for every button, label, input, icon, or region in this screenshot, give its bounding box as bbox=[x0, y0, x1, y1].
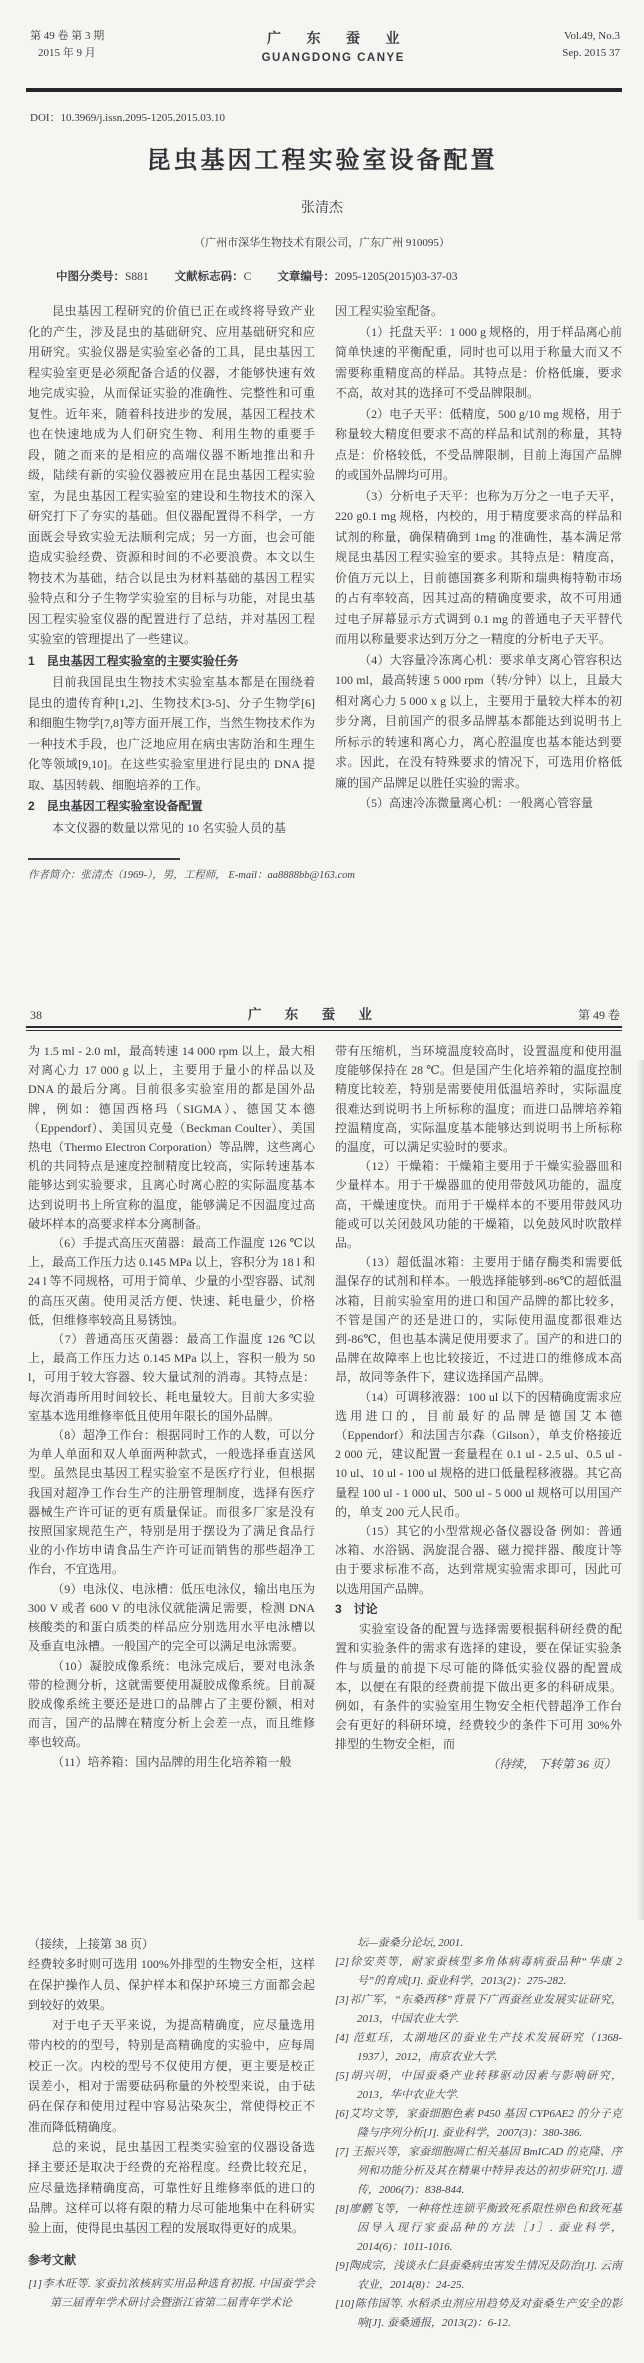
scan-edge-shadow bbox=[637, 1060, 644, 1920]
paragraph-discussion: 实验室设备的配置与选择需要根据科研经费的配置和实验条件的需求有选择的建设，要在保证实验条件与质量的前提下尽可能的降低实验仪器的配置成本，以便在有限的经费前提下做出更多的科研成果。例如，有条件的实验室用生物安全柜代替超净工作台会有更好的科研环境，经费较少的条件下可用 30%外排型的生物安全柜，而 bbox=[335, 1622, 622, 1752]
equipment-item-11-continuation: 带有压缩机，当环境温度较高时，设置温度和使用温度能够保持在 28 ℃。但是国产生化培养箱的温度控制精度比较差，特别是需要使用低温培养时，实际温度很难达到说明书上所标称的温度；而进口品牌培养箱控温精度高，实际温度基本能够达到说明书上所标称的温度，可以满足实验时的要求。 bbox=[335, 1044, 622, 1155]
header-left-block bbox=[30, 28, 104, 62]
header-center-block bbox=[256, 28, 411, 64]
equipment-item-10: （10）凝胶成像系统：电泳完成后，要对电泳条带的检测分析，这就需要使用凝胶成像系统。目前凝胶成像系统主要还是进口的品牌占了主要份额，相对而言，国产的品牌在精度分析上会差一点，而且维修率也较高。 bbox=[28, 1658, 315, 1750]
footnote-rule bbox=[28, 858, 180, 860]
section-heading-2: 2 昆虫基因工程实验室设备配置 bbox=[28, 799, 203, 813]
paragraph-intro: 昆虫基因工程研究的价值已正在或终将导致产业化的产生，涉及昆虫的基础研究、应用基础研究和应用研究。实验仪器是实验室必备的工具，昆虫基因工程实验室更是必须配备合适的仪器，才能够快速有效地完成实验，从而保证实验的准确性、完整性和可重复性。近年来，随着科技进步的发展，基因工程技术也在快速地成为人们研究生物、利用生物的重要手段，随之而来的是相应的高端仪器不断地推出和升级，陆续有新的实验仪器被应用在昆虫基因工程实验室，为昆虫基因工程实验室的建设和生物技术的深入研究打下了夯实的基础。但仪器配置得不科学，一方面既会导致实验无法顺利完成；另一方面，也会可能造成实验经费、资源和时间的不必要浪费。本文以生物技术为基础，结合以昆虫为材料基础的基因工程实验特点和分子生物学实验室的目标与功能，对昆虫基因工程实验室仪器的配置进行了总结，并对基因工程实验室的管理提出了一些建议。 bbox=[28, 304, 315, 646]
article-title: 昆虫基因工程实验室设备配置 bbox=[146, 147, 498, 174]
equipment-item-1: （1）托盘天平：1 000 g 规格的，用于样品离心前简单快速的平衡配重，同时也可以用于称量大而又不需要称重精度高的样品。其特点是：价格低廉，要求不高，故对其的选择可不受品牌限制。 bbox=[335, 324, 622, 400]
reference-item-4: [4] 范虹珏，太湖地区的蚕业生产技术发展研究（1368-1937），2012，南京农业大学. bbox=[335, 2032, 622, 2063]
reference-item-5: [5]胡兴明，中国蚕桑产业转移驱动因素与影响研究，2013，华中农业大学. bbox=[335, 2070, 622, 2101]
reference-item-6: [6]艾均文等，家蚕细胞色素 P450 基因 CYP6AE2 的分子克隆与序列分析[J]. 蚕业科学，2007(3)：380-386. bbox=[335, 2108, 622, 2139]
reference-item-7: [7] 王振兴等，家蚕细胞凋亡相关基因 BmICAD 的克隆、序列和功能分析及其在精巢中特异表达的初步研究[J]. 遗传，2006(7)：838-844. bbox=[335, 2146, 622, 2196]
volume-issue-en: Vol.49, No.3 bbox=[563, 30, 620, 42]
equipment-item-4: （4）大容量冷冻离心机：要求单支离心管容积达 100 ml，最高转速 5 000 rpm（转/分钟）以上，且最大相对离心力 5 000 x g 以上，主要用于量较大样本的初步分离，目前国产的很多品牌基本都能达到说明书上所标示的转速和离心力，离心腔温度也基本能达到要求。因此，在没有特殊要求的情况下，可选用价格低廉的国产品牌足以胜任实验的需求。 bbox=[335, 652, 622, 790]
article-id-value: 2095-1205(2015)03-37-03 bbox=[334, 271, 458, 283]
author-footnote bbox=[28, 858, 622, 882]
page36-fragment bbox=[28, 1934, 622, 2333]
article-id-label: 文章编号： bbox=[277, 271, 335, 283]
paragraph-balance-calibration: 对于电子天平来说，为提高精确度，应尽量选用带内校的的型号，特别是高精确度的实验中，应每周校正一次。内校的型号不仅使用方便，更主要是校正误差小，相对于需要砝码称量的外校型来说，由于砝码在保存和使用过程中容易沾染灰尘，常使得校正不准而降低精确度。 bbox=[28, 2018, 315, 2134]
doi-line: DOI：10.3969/j.issn.2095-1205.2015.03.10 bbox=[30, 112, 225, 124]
clc-value: S881 bbox=[125, 271, 149, 283]
section-heading-3: 3 讨论 bbox=[335, 1601, 378, 1616]
paragraph-section2-start: 本文仪器的数量以常见的 10 名实验人员的基 bbox=[52, 820, 287, 835]
equipment-item-13: （13）超低温冰箱：主要用于储存酶类和需要低温保存的试剂和样本。一般选择能够到-86℃的超低温冰箱，目前实验室用的进口和国产品牌的都比较多，不管是国产的还是进口的，实际使用温度都很难达到-86℃，但也基本满足使用要求了。国产的和进口的品牌在故障率上也比较接近，不过进口的维修成本高昂，故同等条件下，建议选择国产品牌。 bbox=[335, 1255, 622, 1385]
paragraph-section1: 目前我国昆虫生物技术实验室基本都是在围绕着昆虫的遗传育种[1,2]、生物技术[3-5]、分子生物学[6]和细胞生物学[7,8]等方面开展工作，当然生物技术作为一种技术手段，也广泛地应用在病虫害防治和生理生化等领域[9,10]。在这些实验室里进行昆虫的 DNA 提取、基因转载、细胞培养的工作。 bbox=[28, 675, 315, 792]
section-heading-1: 1 昆虫基因工程实验室的主要实验任务 bbox=[28, 653, 239, 668]
journal-title-cn-p38: 广 东 蚕 业 bbox=[247, 1007, 383, 1022]
equipment-item-11: （11）培养箱：国内品牌的用生化培养箱一般 bbox=[52, 1754, 292, 1769]
journal-header-p38 bbox=[30, 1003, 620, 1023]
volume-cn-p38: 第 49 卷 bbox=[577, 1008, 620, 1022]
header-rule-double bbox=[26, 1026, 622, 1031]
paragraph-continuation: 因工程实验室配备。 bbox=[335, 304, 444, 318]
page36-left-column bbox=[28, 1934, 315, 2333]
article-id-field bbox=[277, 268, 457, 284]
page37-left-column bbox=[28, 301, 315, 838]
header-right-block bbox=[562, 28, 620, 62]
reference-item-1-continuation: 坛—蚕桑分论坛, 2001. bbox=[357, 1937, 464, 1949]
reference-item-8: [8]廖鹏飞等，一种将性连锁平衡致死系限性卵色和致死基因导入现行家蚕品种的方法［J］. 蚕业科学，2014(6)：1011-1016. bbox=[335, 2203, 622, 2253]
footnote-text: 作者简介：张清杰（1969-），男，工程师， E-mail：aa8888bb@163.com bbox=[28, 869, 355, 881]
reference-item-2: [2]徐安英等，耐家蚕核型多角体病毒病蚕品种“华康 2 号”的育成[J]. 蚕业科学，2013(2)：275-282. bbox=[335, 1956, 622, 1987]
reference-item-1: [1]李木旺等. 家蚕抗浓核病实用品种选育初报. 中国蚕学会第三届青年学术研讨会暨浙江省第二届青年学术论 bbox=[28, 2277, 315, 2309]
journal-header-p37 bbox=[30, 28, 620, 64]
equipment-item-2: （2）电子天平：低精度，500 g/10 mg 规格，用于称量较大精度但要求不高的样品和试剂的称量，其特点是：价格较低，不受品牌限制，目前上海国产品牌的或国外品牌均可用。 bbox=[335, 406, 622, 482]
continuation-note-prev: （接续，上接第 38 页） bbox=[28, 1937, 155, 1951]
continuation-note-next: （待续， 下转第 36 页） bbox=[486, 1756, 616, 1771]
page37-right-column bbox=[335, 301, 622, 838]
article-meta-row bbox=[56, 268, 624, 284]
equipment-item-14: （14）可调移液器：100 ul 以下的因精确度需求应选用进口的，目前最好的品牌是德国艾本德（Eppendorf）和法国吉尔森（Gilson），单支价格接近 2 000 元，建议配置一套量程在 0.1 ul - 2.5 ul、0.5 ul - 10 ul、10 ul - 100 ul 规格的进口低量程移液器。其它高量程 100 ul - 1 000 ul、500 ul - 5 000 ul 规格可以用国产的，单支 200 元人民币。 bbox=[335, 1389, 622, 1519]
page38-right-column bbox=[335, 1042, 622, 1774]
header-rule bbox=[26, 88, 622, 92]
reference-item-9: [9]陶成宗，浅谈永仁县蚕桑病虫害发生情况及防治[J]. 云南农业，2014(8)：24-25. bbox=[335, 2260, 622, 2291]
equipment-item-9: （9）电泳仪、电泳槽：低压电泳仪，输出电压为 300 V 或者 600 V 的电泳仪就能满足需要，检测 DNA 核酸类的和蛋白质类的样品应分别选用水平电泳槽以及垂直电泳槽。一般国产的完全可以满足电泳需要。 bbox=[28, 1581, 315, 1654]
page38-body bbox=[28, 1042, 622, 1774]
equipment-item-6: （6）手提式高压灭菌器：最高工作温度 126 ℃以上，最高工作压力达 0.145 MPa 以上，容积分为 18 l 和 24 l 等不同规格，可用于简单、少量的小型容器、试剂的高压灭菌。使用灵活方便、快速、耗电量少，价格低，但维修率较高且易锈蚀。 bbox=[28, 1236, 316, 1327]
issue-date-cn: 2015 年 9 月 bbox=[38, 47, 96, 59]
doc-code-label: 文献标志码： bbox=[174, 271, 244, 283]
page37-body bbox=[28, 301, 622, 838]
equipment-item-8: （8）超净工作台：根据同时工作的人数，可以分为单人单面和双人单面两种款式，一般选择垂直送风型。虽然昆虫基因工程实验室不是医疗行业，但根据我国对超净工作台生产的注册管理制度，选择有医疗器械生产许可证的更有质量保证。而很多厂家是没有按照国家规范生产，特别是用于摆设为了满足食品行业的小作坊申请食品生产许可证而销售的那些超净工作台，不宜选用。 bbox=[28, 1428, 315, 1577]
author-name: 张清杰 bbox=[301, 201, 343, 216]
doc-code-field bbox=[175, 268, 252, 284]
reference-item-10: [10]陈伟国等. 水稻杀虫剂应用趋势及对蚕桑生产安全的影响[J]. 蚕桑通报，2013(2)：6-12. bbox=[335, 2298, 622, 2329]
equipment-item-7: （7）普通高压灭菌器：最高工作温度 126 ℃以上，最高工作压力达 0.145 MPa 以上，容积一般为 50 l，可用于较大容器、较大量试剂的消毒。其特点是：每次消毒所用时间较长、耗电量较大。目前大多实验室基本选用维修率低且使用年限长的国外品牌。 bbox=[28, 1332, 315, 1423]
journal-title-en: GUANGDONG CANYE bbox=[261, 52, 405, 64]
journal-title-cn: 广 东 蚕 业 bbox=[267, 32, 411, 47]
page-number: 38 bbox=[30, 1008, 42, 1022]
paragraph-biosafety: 经费较多时则可选用 100%外排型的生物安全柜，这样在保护操作人员、保护样本和保护环境三方面都会起到较好的效果。 bbox=[28, 1957, 315, 2012]
clc-label: 中图分类号： bbox=[56, 271, 125, 283]
issue-date-page-en: Sep. 2015 37 bbox=[562, 47, 620, 59]
paragraph-summary: 总的来说，昆虫基因工程类实验室的仪器设备选择主要还是取决于经费的充裕程度。经费比较充足，应尽量选择精确度高，可靠性好且维修率低的进口的品牌。这样可以将有限的精力尽可能地集中在科研实验上面，使得昆虫基因工程的发展取得更好的成果。 bbox=[28, 2139, 315, 2236]
reference-item-3: [3]祁广军，“东桑西移”背景下广西蚕丝业发展实证研究，2013，中国农业大学. bbox=[335, 1994, 622, 2025]
equipment-item-3: （3）分析电子天平：也称为万分之一电子天平，220 g0.1 mg 规格，内校的，用于精度要求高的样品和试剂的称量，确保精确到 1mg 的准确性，基本满足常规昆虫基因工程实验室的要求。其特点是：精度高，价值万元以上，目前德国赛多利斯和瑞典梅特勒市场的占有率较高，因其过高的精确度要求，故不可用通过电子屏幕显示方式调到 0.1 mg 的普通电子天平替代而用以称量要求达到万分之一精度的分析电子天平。 bbox=[335, 488, 622, 646]
references-heading: 参考文献 bbox=[28, 2253, 77, 2268]
equipment-item-12: （12）干燥箱：干燥箱主要用于干燥实验器皿和少量样本。用于干燥器皿的使用带鼓风功能的，温度高，干燥速度快。而用于干燥样本的不要用带鼓风功能或可以关闭鼓风功能的干燥箱，以免鼓风时吹散样品。 bbox=[335, 1159, 622, 1251]
equipment-item-15: （15）其它的小型常规必备仪器设备 例如：普通冰箱、水浴锅、涡旋混合器、磁力搅拌器、酸度计等由于要求标准不高，达到常规实验需求即可，因此可以选用国产品牌。 bbox=[335, 1524, 622, 1596]
volume-issue-cn: 第 49 卷 第 3 期 bbox=[30, 30, 105, 42]
equipment-item-5-continuation: 为 1.5 ml - 2.0 ml，最高转速 14 000 rpm 以上，最大相对离心力 17 000 g 以上，主要用于量小的样品以及 DNA 的最后分离。目前很多实验室用的都是国外品牌，例如：德国西格玛（SIGMA）、德国艾本德（Eppendorf）、美国贝克曼（Beckman Coulter）、美国热电（Thermo Electron Corporation）等品牌，这些离心机的共同特点是速度控制精度比较高，实际转速基本能够达到实验要求，且离心时离心腔的实际温度基本达到说明书上所宣称的温度，能够满足不因温度过高破坏样本的高要求样本分离制备。 bbox=[28, 1044, 315, 1231]
clc-field bbox=[56, 268, 149, 284]
page36-right-column bbox=[335, 1934, 622, 2333]
doc-code-value: C bbox=[243, 271, 252, 283]
equipment-item-5: （5）高速冷冻微量离心机：一般离心管容量 bbox=[359, 796, 594, 810]
author-affiliation: （广州市深华生物技术有限公司，广东广州 910095） bbox=[194, 237, 450, 249]
page38-left-column bbox=[28, 1042, 315, 1774]
